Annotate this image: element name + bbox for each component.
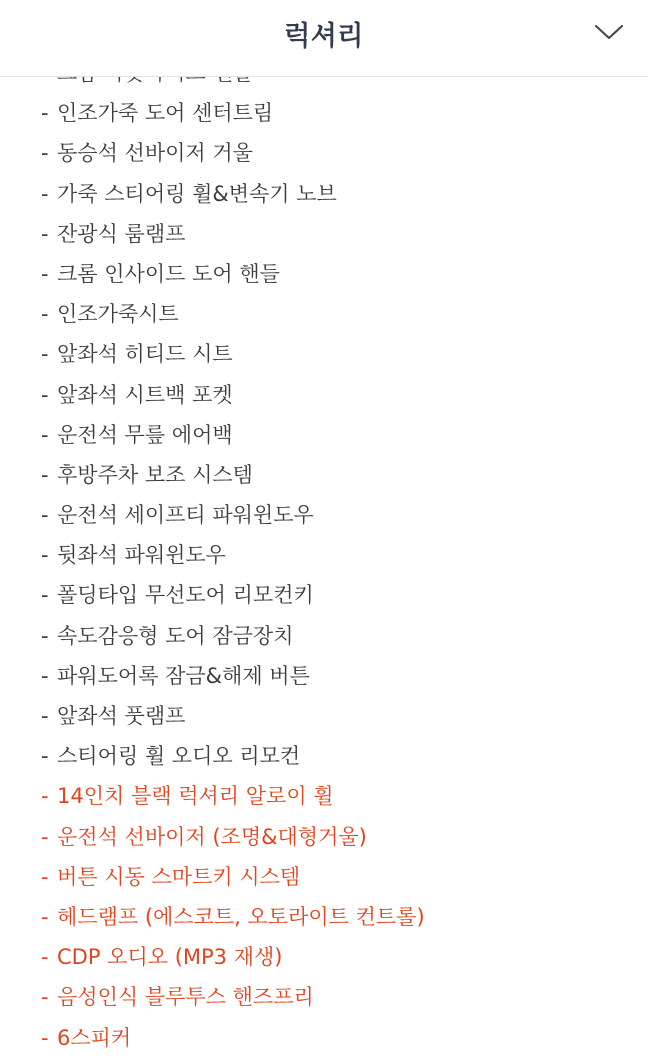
feature-list-item xyxy=(41,696,425,736)
feature-list-item xyxy=(41,776,425,816)
feature-text: 후방주차 보조 시스템 xyxy=(57,462,253,487)
feature-text: 버튼 시동 스마트키 시스템 xyxy=(57,864,301,889)
feature-text: 6스피커 xyxy=(57,1025,132,1050)
section-title: 럭셔리 xyxy=(284,21,364,52)
bullet-dash: - xyxy=(41,824,49,849)
bullet-dash: - xyxy=(41,985,49,1010)
bullet-dash: - xyxy=(41,945,49,970)
feature-text: CDP 오디오 (MP3 재생) xyxy=(57,945,283,970)
bullet-dash: - xyxy=(41,784,49,809)
feature-text: 인조가죽 도어 센터트림 xyxy=(57,101,274,126)
feature-text: 앞좌석 시트백 포켓 xyxy=(57,382,233,407)
bullet-dash: - xyxy=(41,543,49,568)
bullet-dash: - xyxy=(41,422,49,447)
bullet-dash: - xyxy=(41,462,49,487)
feature-list-item xyxy=(41,133,425,173)
feature-list-item xyxy=(41,294,425,334)
chevron-down-icon xyxy=(592,20,626,44)
feature-text: 운전석 무릎 에어백 xyxy=(57,422,233,447)
bullet-dash: - xyxy=(41,221,49,246)
bullet-dash: - xyxy=(41,704,49,728)
bullet-dash: - xyxy=(41,744,49,769)
feature-text: 앞좌석 히티드 시트 xyxy=(57,342,233,367)
feature-list-item xyxy=(41,535,425,575)
bullet-dash: - xyxy=(41,302,49,327)
feature-text: 크롬 인사이드 도어 핸들 xyxy=(57,261,280,286)
feature-text: 음성인식 블루투스 핸즈프리 xyxy=(57,985,314,1010)
feature-list-item xyxy=(41,656,425,696)
feature-list-item xyxy=(41,93,425,133)
feature-text: 운전석 세이프티 파워윈도우 xyxy=(57,503,314,528)
bullet-dash: - xyxy=(41,101,49,126)
feature-text: 뒷좌석 파워윈도우 xyxy=(57,543,226,568)
feature-text: 14인치 블랙 럭셔리 알로이 휠 xyxy=(57,784,334,809)
bullet-dash: - xyxy=(41,864,49,889)
bullet-dash: - xyxy=(41,1025,49,1050)
bullet-dash: - xyxy=(41,261,49,286)
feature-list-item xyxy=(41,857,425,897)
feature-list-item xyxy=(41,214,425,254)
feature-list-item xyxy=(41,575,425,615)
feature-list-item xyxy=(41,415,425,455)
bullet-dash: - xyxy=(41,181,49,206)
feature-list-item xyxy=(41,937,425,977)
feature-text: 인조가죽시트 xyxy=(57,302,179,327)
feature-list-item xyxy=(41,495,425,535)
bullet-dash: - xyxy=(41,663,49,688)
section-header xyxy=(0,0,648,77)
feature-text: 폴딩타입 무선도어 리모컨키 xyxy=(57,583,314,608)
feature-list-item xyxy=(41,334,425,374)
feature-text: 앞좌석 풋램프 xyxy=(57,704,186,728)
feature-list-item xyxy=(41,736,425,776)
feature-list xyxy=(41,53,425,1058)
bullet-dash: - xyxy=(41,503,49,528)
feature-text: 헤드램프 (에스코트, 오토라이트 컨트롤) xyxy=(57,904,425,929)
bullet-dash: - xyxy=(41,141,49,166)
bullet-dash: - xyxy=(41,382,49,407)
feature-list-item xyxy=(41,897,425,937)
feature-list-item xyxy=(41,455,425,495)
feature-text: 파워도어록 잠금&해제 버튼 xyxy=(57,663,310,688)
bullet-dash: - xyxy=(41,583,49,608)
feature-text: 속도감응형 도어 잠금장치 xyxy=(57,623,294,648)
bullet-dash: - xyxy=(41,904,49,929)
bullet-dash: - xyxy=(41,623,49,648)
feature-list-container[interactable] xyxy=(0,77,648,1064)
feature-list-item xyxy=(41,817,425,857)
feature-text: 운전석 선바이저 (조명&대형거울) xyxy=(57,824,367,849)
feature-text: 스티어링 휠 오디오 리모컨 xyxy=(57,744,301,769)
feature-text: 동승석 선바이저 거울 xyxy=(57,141,253,166)
feature-list-item xyxy=(41,375,425,415)
feature-list-item xyxy=(41,616,425,656)
feature-list-item xyxy=(41,1018,425,1058)
feature-text: 가죽 스티어링 휠&변속기 노브 xyxy=(57,181,337,206)
feature-list-item xyxy=(41,977,425,1017)
bullet-dash: - xyxy=(41,342,49,367)
feature-list-item xyxy=(41,174,425,214)
feature-text: 잔광식 룸램프 xyxy=(57,221,186,246)
feature-list-item xyxy=(41,254,425,294)
collapse-toggle-button[interactable] xyxy=(592,20,626,44)
